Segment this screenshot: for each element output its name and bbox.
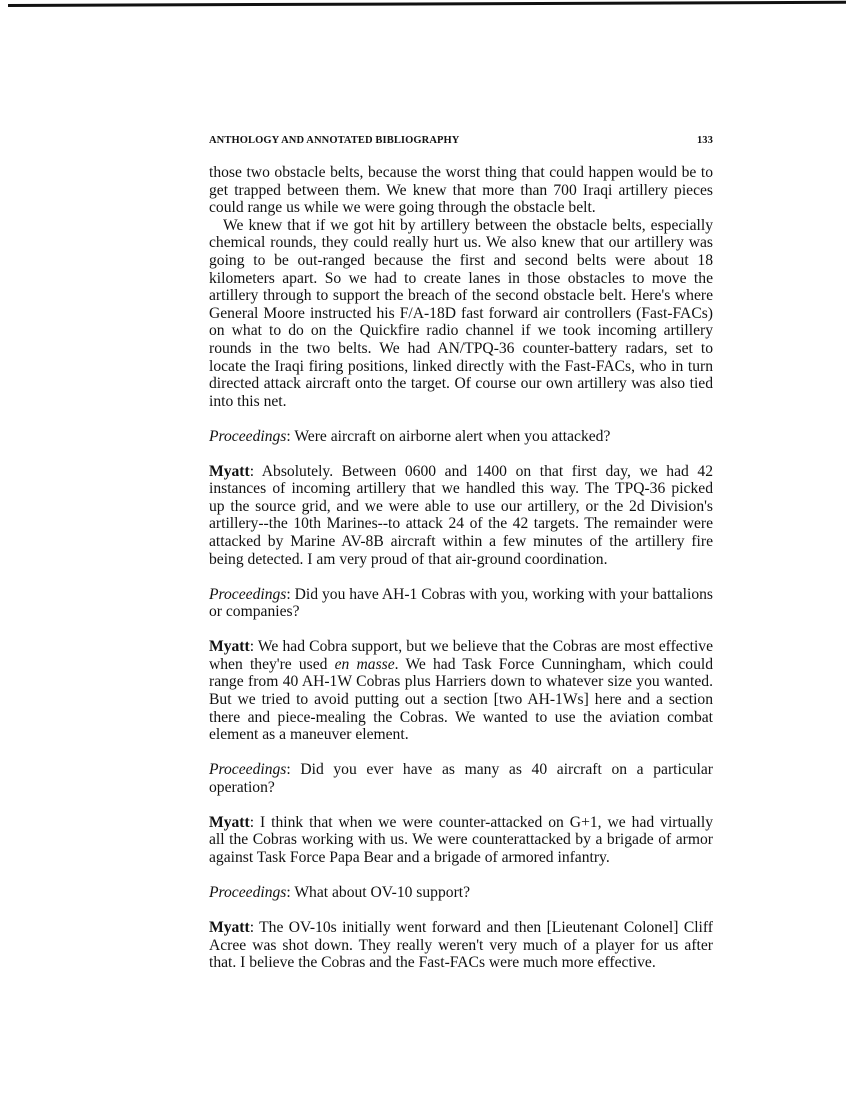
text-line [209, 761, 713, 779]
text-segment: attacked by Marine AV-8B aircraft within a few minutes of the artillery fire [209, 533, 713, 551]
text-line [209, 463, 713, 481]
question-paragraph [209, 586, 713, 621]
text-line [209, 358, 713, 376]
text-segment: But we tried to avoid putting out a section [two AH-1Ws] here and a section [209, 691, 713, 708]
text-segment: when they're used [209, 655, 335, 673]
text-line [209, 375, 713, 393]
text-line [209, 164, 713, 182]
text-line [209, 199, 713, 217]
speaker-label-proceedings: Proceedings [209, 427, 287, 445]
text-line [209, 480, 713, 498]
text-line [209, 919, 713, 937]
speaker-label-proceedings: Proceedings [209, 883, 287, 901]
text-line [209, 305, 713, 323]
text-paragraph [209, 164, 713, 410]
text-line [209, 217, 713, 235]
emphasized-text: en masse [334, 655, 395, 673]
answer-paragraph [209, 814, 713, 867]
text-segment: Acree was shot down. They really weren't very much of a player for us after [209, 936, 713, 954]
text-line [209, 533, 713, 551]
speaker-label-proceedings: Proceedings [209, 585, 287, 603]
speaker-label-myatt: Myatt [209, 813, 250, 831]
text-line [209, 814, 713, 832]
question-paragraph [209, 761, 713, 796]
text-line [209, 586, 713, 604]
text-segment: those two obstacle belts, because the worst thing that could happen would be to [209, 164, 713, 181]
question-paragraph [209, 428, 713, 446]
text-line [209, 709, 713, 727]
answer-paragraph [209, 919, 713, 972]
text-segment: directed attack aircraft onto the target. Of course our own artillery was also tied [209, 375, 713, 393]
text-line [209, 234, 713, 252]
text-segment: : Did you have AH-1 Cobras with you, working with your battalions [286, 585, 713, 603]
text-line [209, 182, 713, 200]
text-segment: being detected. I am very proud of that air-ground coordination. [209, 550, 608, 568]
text-segment: artillery--the 10th Marines--to attack 24 of the 42 targets. The remainder were [209, 515, 713, 533]
answer-paragraph [209, 463, 713, 569]
text-line [209, 831, 713, 849]
text-line [209, 673, 713, 691]
text-line [209, 638, 713, 656]
text-segment: or companies? [209, 603, 300, 621]
running-title: ANTHOLOGY AND ANNOTATED BIBLIOGRAPHY [209, 135, 460, 146]
text-segment: could range us while we were going through the obstacle belt. [209, 199, 596, 217]
text-line [209, 340, 713, 358]
text-line [209, 937, 713, 955]
text-segment: locate the Iraqi firing positions, linked directly with the Fast-FACs, who in turn [209, 357, 713, 375]
text-segment: : Absolutely. Between 0600 and 1400 on that first day, we had 42 [249, 462, 713, 480]
text-line [209, 954, 713, 972]
text-segment: going to be out-ranged because the first and second belts were about 18 [209, 251, 713, 269]
text-segment: element as a maneuver element. [209, 726, 409, 744]
text-segment: : What about OV-10 support? [286, 883, 471, 901]
top-rule [8, 1, 846, 7]
text-segment: that. I believe the Cobras and the Fast-FACs were much more effective. [209, 954, 656, 972]
text-line [209, 849, 713, 867]
speaker-label-myatt: Myatt [209, 462, 250, 480]
text-line [209, 691, 713, 709]
text-line [209, 270, 713, 288]
text-line [209, 287, 713, 305]
text-segment: : The OV-10s initially went forward and then [Lieutenant Colonel] Cliff [249, 918, 713, 936]
text-segment: : I think that when we were counter-attacked on G+1, we had virtually [249, 813, 713, 831]
text-segment: range from 40 AH-1W Cobras plus Harriers down to whatever size you wanted. [209, 673, 713, 691]
question-paragraph [209, 884, 713, 902]
running-header [209, 135, 713, 151]
text-line [209, 322, 713, 340]
text-line [209, 603, 713, 621]
text-segment: kilometers apart. So we had to create lanes in those obstacles to move the [209, 269, 713, 287]
text-segment: into this net. [209, 392, 287, 410]
text-line [209, 551, 713, 569]
text-segment: rounds in the two belts. We had AN/TPQ-36 counter-battery radars, set to [209, 339, 713, 357]
text-segment: against Task Force Papa Bear and a brigade of armored infantry. [209, 848, 610, 866]
speaker-label-myatt: Myatt [209, 918, 250, 936]
text-line [209, 393, 713, 411]
text-segment: . We had Task Force Cunningham, which could [394, 655, 714, 673]
text-line [209, 884, 713, 902]
speaker-label-proceedings: Proceedings [209, 761, 287, 779]
text-line [209, 726, 713, 744]
text-segment: artillery through to support the breach of the second obstacle belt. Here's where [209, 287, 713, 305]
answer-paragraph [209, 638, 713, 744]
text-segment: operation? [209, 778, 275, 796]
text-segment: up the source grid, and we were able to use our artillery, or the 2d Division's [209, 497, 713, 515]
text-segment: We knew that if we got hit by artillery between the obstacle belts, especially [223, 216, 713, 234]
text-line [209, 428, 713, 446]
text-line [209, 515, 713, 533]
text-line [209, 498, 713, 516]
text-segment: there and piece-mealing the Cobras. We wanted to use the aviation combat [209, 708, 713, 726]
text-line [209, 252, 713, 270]
text-segment: all the Cobras working with us. We were counterattacked by a brigade of armor [209, 831, 713, 849]
text-line [209, 656, 713, 674]
text-segment: : Did you ever have as many as 40 aircraft on a particular [286, 761, 713, 779]
page-body [209, 164, 713, 989]
text-segment: chemical rounds, they could really hurt us. We also knew that our artillery was [209, 234, 713, 252]
text-line [209, 779, 713, 797]
text-segment: get trapped between them. We knew that more than 700 Iraqi artillery pieces [209, 181, 713, 199]
speaker-label-myatt: Myatt [209, 638, 250, 656]
text-segment: instances of incoming artillery that we handled this way. The TPQ-36 picked [209, 480, 713, 498]
text-segment: : Were aircraft on airborne alert when you attacked? [286, 427, 611, 445]
text-segment: on what to do on the Quickfire radio channel if we took incoming artillery [209, 322, 713, 340]
text-segment: General Moore instructed his F/A-18D fast forward air controllers (Fast-FACs) [209, 304, 713, 322]
page-number: 133 [696, 135, 713, 146]
text-segment: : We had Cobra support, but we believe that the Cobras are most effective [249, 638, 713, 656]
